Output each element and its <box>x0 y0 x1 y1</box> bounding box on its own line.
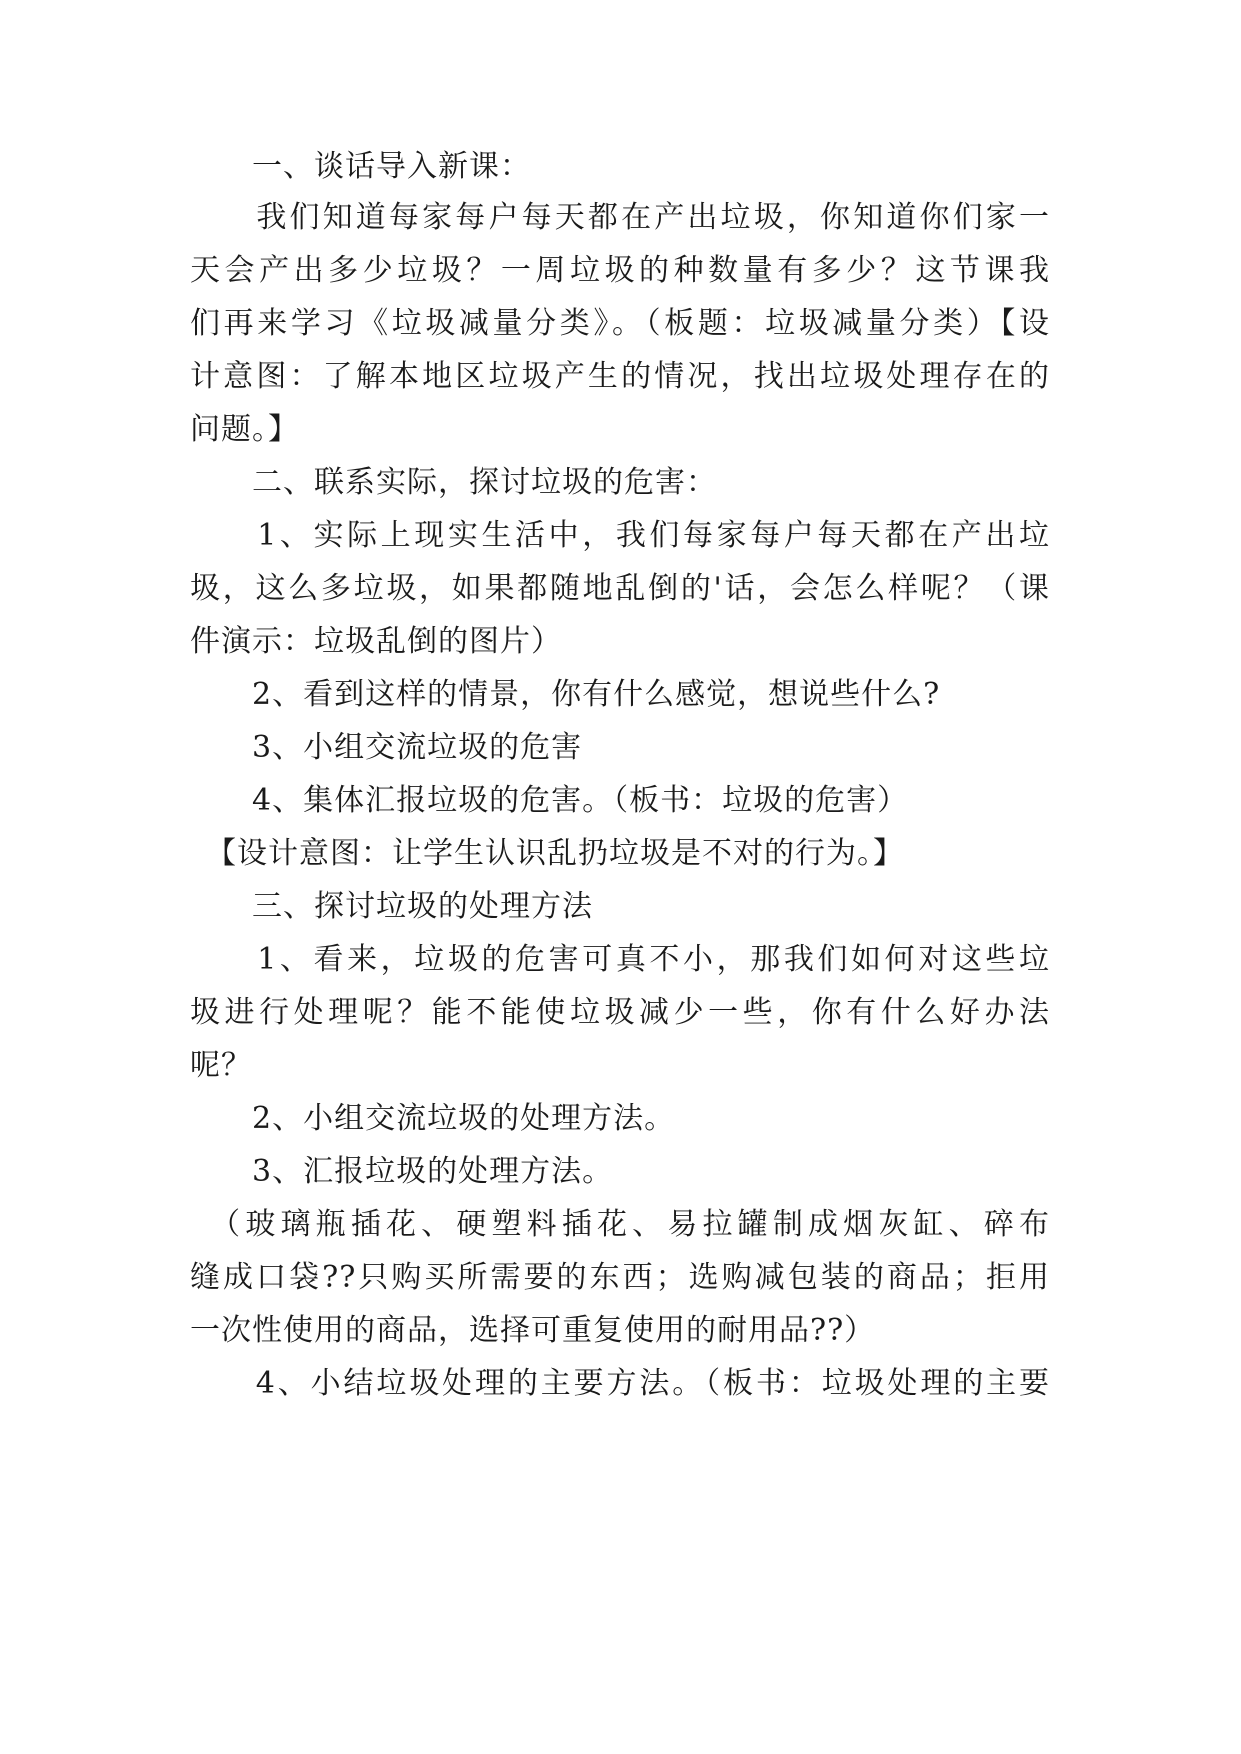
design-intent-note: 【设计意图：让学生认识乱扔垃圾是不对的行为。】 <box>190 836 904 871</box>
paragraph-line: 圾进行处理呢？能不能使垃圾减少一些，你有什么好办法 <box>190 995 1050 1030</box>
paragraph-line: 天会产出多少垃圾？一周垃圾的种数量有多少？这节课我 <box>190 253 1050 288</box>
paragraph-line: 3、汇报垃圾的处理方法。 <box>190 1154 614 1189</box>
section-heading: 一、谈话导入新课： <box>190 149 531 184</box>
paragraph-line: 呢？ <box>190 1048 252 1083</box>
paragraph-line: 4、集体汇报垃圾的危害。（板书：垃圾的危害） <box>190 783 909 818</box>
paragraph-line: 一次性使用的商品，选择可重复使用的耐用品??） <box>190 1313 876 1348</box>
paragraph-line: 圾，这么多垃圾，如果都随地乱倒的'话，会怎么样呢？（课 <box>190 571 1050 606</box>
paragraph-line: 我们知道每家每户每天都在产出垃圾，你知道你们家一 <box>190 200 1050 235</box>
paragraph-line: 4、小结垃圾处理的主要方法。（板书：垃圾处理的主要 <box>190 1366 1050 1401</box>
section-heading: 三、探讨垃圾的处理方法 <box>190 889 593 924</box>
paragraph-line: 2、看到这样的情景，你有什么感觉，想说些什么? <box>190 677 941 712</box>
paragraph-line: 问题。】 <box>190 412 299 447</box>
paragraph-line: 计意图：了解本地区垃圾产生的情况，找出垃圾处理存在的 <box>190 359 1050 394</box>
paragraph-line: 3、小组交流垃圾的危害 <box>190 730 583 765</box>
paragraph-line: 1、看来，垃圾的危害可真不小，那我们如何对这些垃 <box>190 942 1050 977</box>
paragraph-line: 1、实际上现实生活中，我们每家每户每天都在产出垃 <box>190 518 1050 553</box>
section-heading: 二、联系实际，探讨垃圾的危害： <box>190 465 717 500</box>
paragraph-line: 件演示：垃圾乱倒的图片） <box>190 624 562 659</box>
paragraph-line: （玻璃瓶插花、硬塑料插花、易拉罐制成烟灰缸、碎布 <box>190 1207 1050 1242</box>
paragraph-line: 2、小组交流垃圾的处理方法。 <box>190 1101 676 1136</box>
paragraph-line: 缝成口袋??只购买所需要的东西；选购减包装的商品；拒用 <box>190 1260 1050 1295</box>
paragraph-line: 们再来学习《垃圾减量分类》。（板题：垃圾减量分类）【设 <box>190 306 1050 341</box>
